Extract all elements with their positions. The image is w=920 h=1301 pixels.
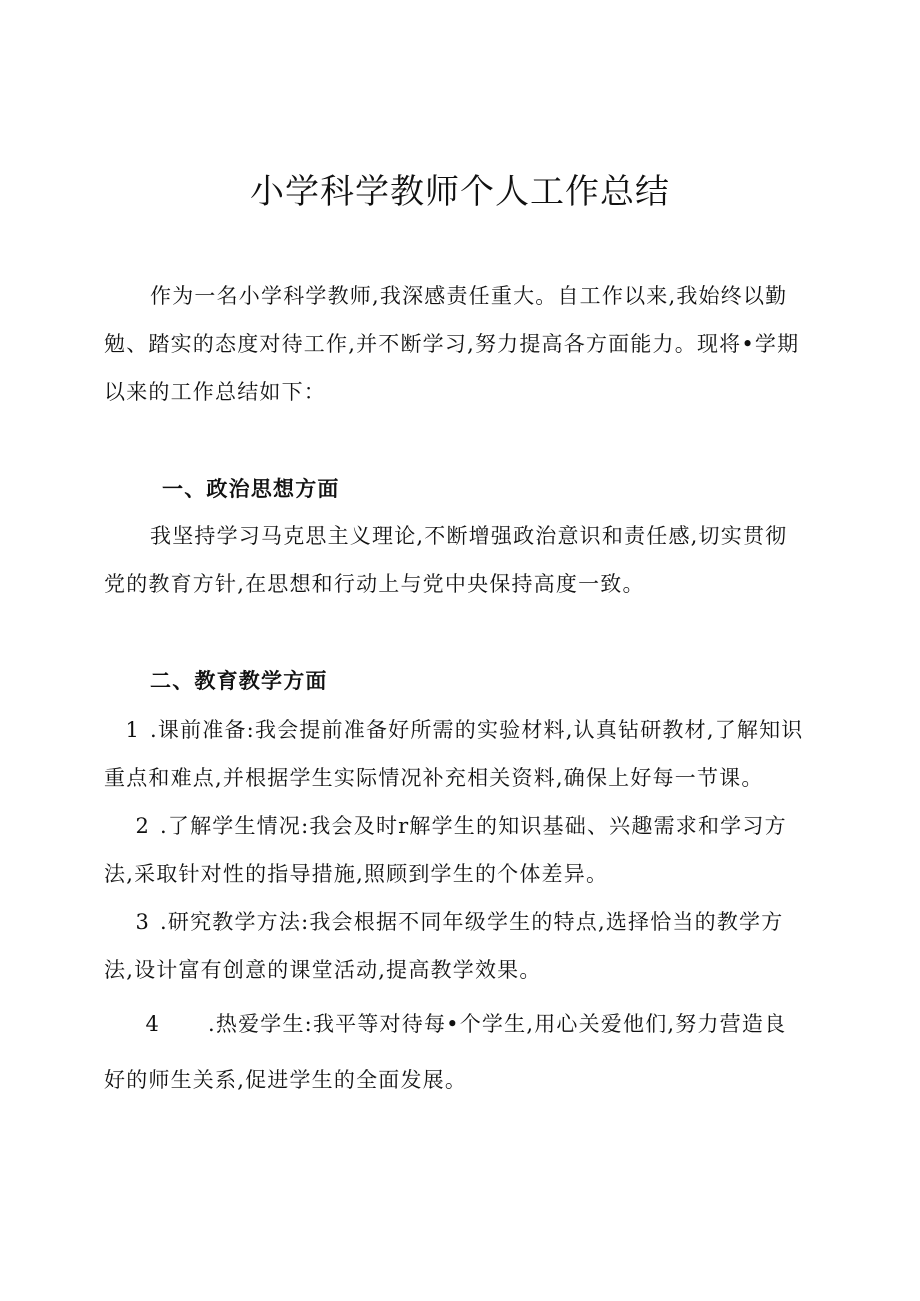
section-body-politics: 我坚持学习马克思主义理论,不断增强政治意识和责任感,切实贯彻党的教育方针,在思想和行动上与党中央保持高度一致。 (104, 524, 788, 596)
list-item-number: 3 (135, 910, 150, 934)
list-item (104, 706, 804, 802)
list-item-text: .研究教学方法:我会根据不同年级学生的特点,选择恰当的教学方法,设计富有创意的课堂活动,提高教学效果。 (104, 910, 784, 982)
list-item-number: 2 (135, 814, 150, 838)
section-heading-politics: 一、政治思想方面 (162, 476, 340, 501)
intro-paragraph: 作为一名小学科学教师,我深感责任重大。自工作以来,我始终以勤勉、踏实的态度对待工作,并不断学习,努力提高各方面能力。现将•学期以来的工作总结如下： (104, 284, 800, 404)
list-item-number: 4 (145, 1012, 160, 1036)
list-item (104, 802, 804, 898)
list-item (104, 996, 804, 1108)
list-item-text: .了解学生情况:我会及时r解学生的知识基础、兴趣需求和学习方法,采取针对性的指导措施,照顾到学生的个体差异。 (104, 814, 787, 886)
list-item (104, 898, 804, 994)
document-title: 小学科学教师个人工作总结 (250, 172, 670, 212)
list-item-number: 1 (125, 718, 140, 742)
list-item-text: .课前准备:我会提前准备好所需的实验材料,认真钻研教材,了解知识重点和难点,并根据学生实际情况补充相关资料,确保上好每一节课。 (104, 718, 804, 790)
list-item-text: .热爱学生:我平等对待每•个学生,用心关爱他们,努力营造良好的师生关系,促进学生的全面发展。 (104, 1012, 787, 1092)
section-heading-teaching: 二、教育教学方面 (150, 668, 328, 693)
